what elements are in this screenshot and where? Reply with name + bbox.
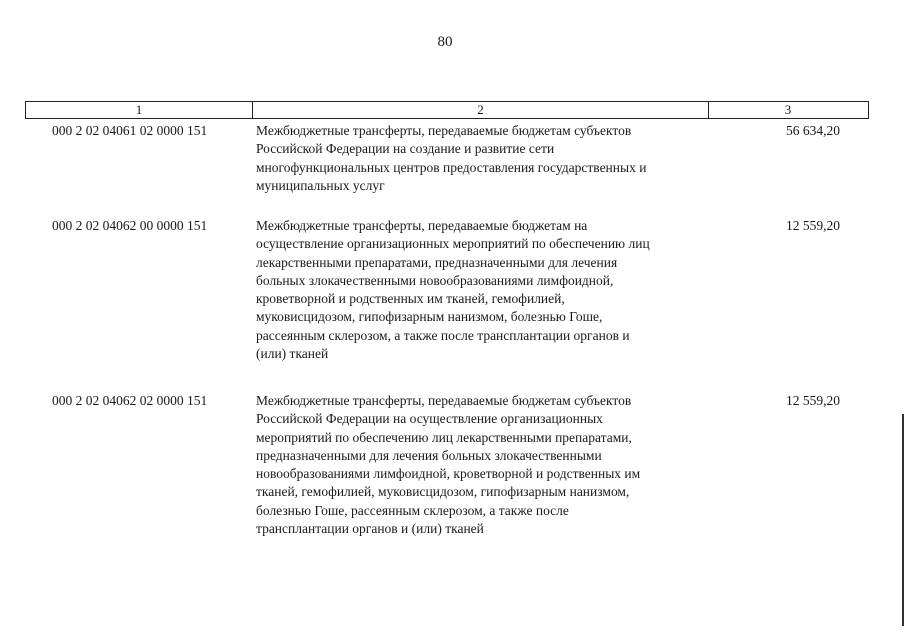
budget-code: 000 2 02 04061 02 0000 151 — [52, 123, 208, 138]
description-line: предназначенными для лечения больных злокачественными — [256, 447, 602, 463]
description-line: муниципальных услуг — [256, 177, 385, 193]
budget-code: 000 2 02 04062 02 0000 151 — [52, 393, 208, 408]
description-line: Российской Федерации на осуществление организационных — [256, 411, 603, 427]
description-line: трансплантации органов и (или) тканей — [256, 521, 484, 537]
description-line: муковисцидозом, гипофизарным нанизмом, болезнью Гоше, — [256, 309, 603, 325]
table-header — [25, 101, 869, 119]
amount: 12 559,20 — [786, 218, 840, 233]
header-col-2: 2 — [477, 102, 484, 117]
scan-edge-line — [902, 414, 904, 626]
description-line: Межбюджетные трансферты, передаваемые бюджетам субъектов — [256, 123, 632, 138]
description-line: болезнью Гоше, рассеянным склерозом, а также после — [256, 502, 569, 518]
description-line: Межбюджетные трансферты, передаваемые бюджетам на — [256, 218, 588, 233]
row-description — [256, 217, 706, 363]
description-line: новообразованиями лимфоидной, кроветворной и родственных им — [256, 466, 641, 482]
description-line: многофункциональных центров предоставления государственных и — [256, 159, 647, 175]
description-line: больных злокачественными новообразованиями лимфоидной, — [256, 272, 614, 288]
description-line: осуществление организационных мероприятий по обеспечению лиц — [256, 236, 650, 252]
amount: 56 634,20 — [786, 123, 840, 138]
row-description — [256, 122, 706, 195]
header-col-3: 3 — [784, 102, 792, 117]
description-line: кроветворной и родственных им тканей, гемофилией, — [256, 291, 565, 307]
budget-code: 000 2 02 04062 00 0000 151 — [52, 218, 208, 233]
page-number: 80 — [437, 34, 453, 50]
amount: 12 559,20 — [786, 393, 840, 408]
row-description — [256, 392, 706, 538]
description-line: тканей, гемофилией, муковисцидозом, гипофизарным нанизмом, — [256, 484, 630, 500]
description-line: рассеянным склерозом, а также после трансплантации органов и — [256, 327, 630, 343]
description-line: лекарственными препаратами, предназначенными для лечения — [256, 254, 618, 270]
description-line: (или) тканей — [256, 346, 329, 362]
description-line: мероприятий по обеспечению лиц лекарственными препаратами, — [256, 429, 632, 445]
header-col-1: 1 — [135, 102, 143, 117]
description-line: Межбюджетные трансферты, передаваемые бюджетам субъектов — [256, 393, 632, 408]
description-line: Российской Федерации на создание и развитие сети — [256, 141, 555, 157]
